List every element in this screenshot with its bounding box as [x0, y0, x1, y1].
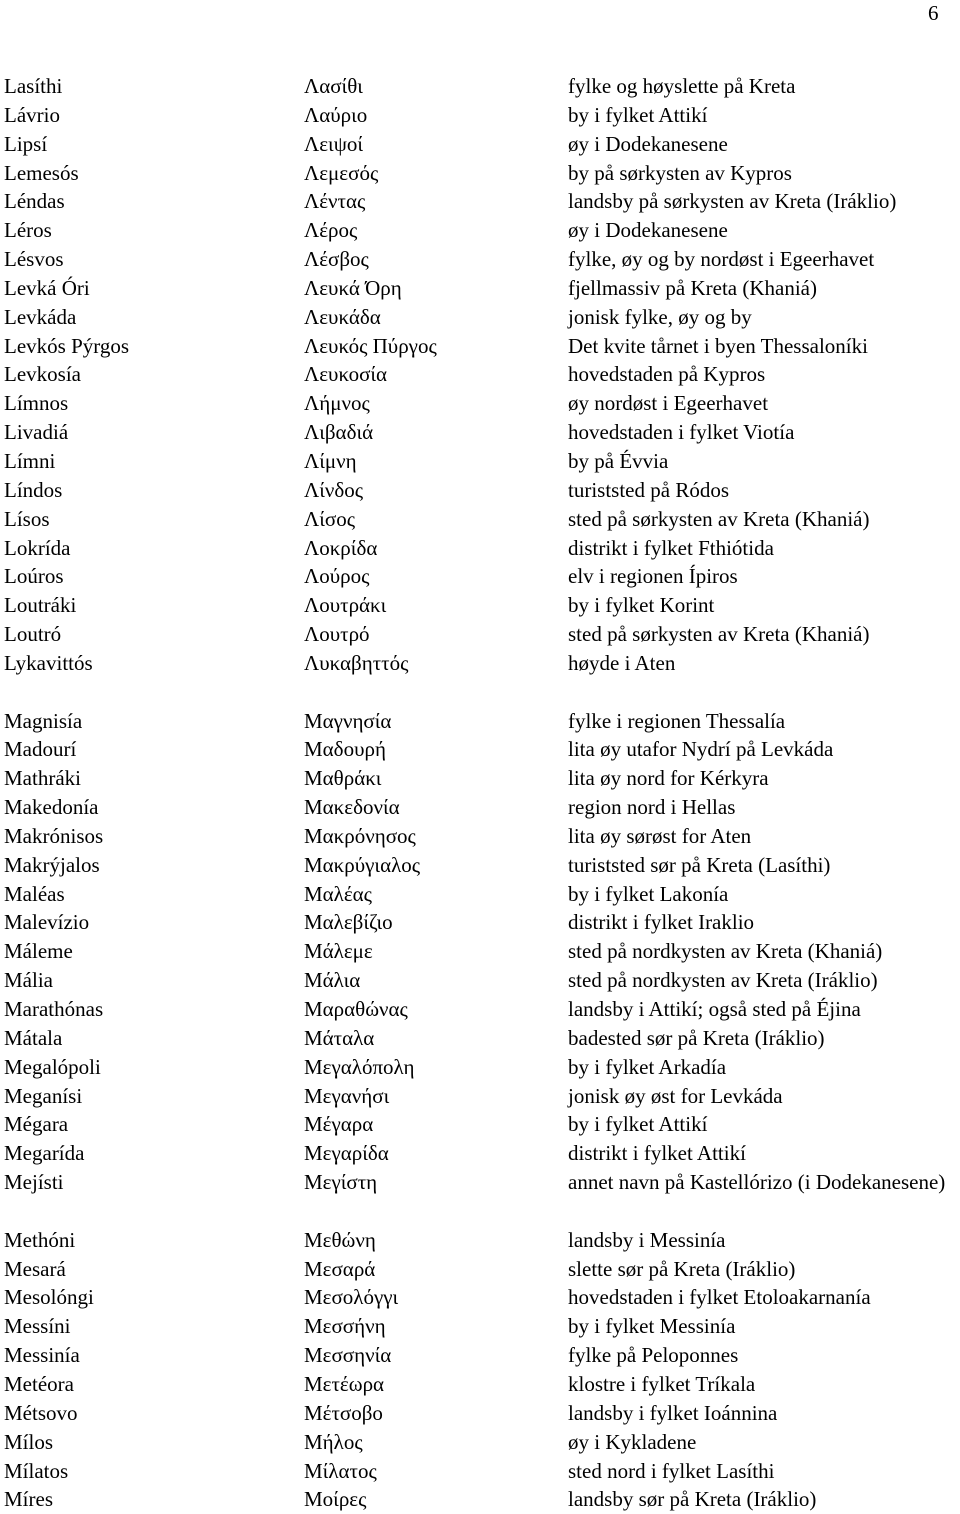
- latin-name: Marathónas: [4, 997, 104, 1021]
- description: fjellmassiv på Kreta (Khaniá): [568, 275, 817, 300]
- greek-name: Μάταλα: [304, 1025, 375, 1050]
- latin-name: Máleme: [4, 939, 73, 964]
- latin-name: Methóni: [4, 1227, 76, 1252]
- list-item: [4, 735, 960, 764]
- greek-name: Λέρος: [304, 218, 358, 243]
- greek-name: Μήλος: [304, 1429, 363, 1454]
- list-item: [4, 562, 960, 591]
- list-item: [4, 995, 960, 1024]
- list-item: [4, 1024, 960, 1053]
- latin-name: Maléas: [4, 881, 65, 906]
- description: landsby i fylket Ioánnina: [568, 1400, 778, 1425]
- description: klostre i fylket Tríkala: [568, 1371, 756, 1396]
- list-item: [4, 620, 960, 649]
- latin-name: Levkáda: [4, 304, 77, 329]
- description: jonisk fylke, øy og by: [568, 304, 752, 329]
- list-item: [4, 591, 960, 620]
- list-item: [4, 1341, 960, 1370]
- greek-name: Λιβαδιά: [304, 420, 374, 445]
- list-item: [4, 303, 960, 332]
- description: øy i Kykladene: [568, 1429, 697, 1454]
- latin-name: Levká Óri: [4, 275, 90, 300]
- greek-name: Λεμεσός: [304, 160, 379, 185]
- latin-name: Lésvos: [4, 247, 64, 272]
- greek-name: Μακρύγιαλος: [304, 852, 421, 877]
- greek-name: Λοκρίδα: [304, 535, 378, 560]
- latin-name: Líndos: [4, 477, 63, 502]
- list-item: [4, 1255, 960, 1284]
- description: distrikt i fylket Iraklio: [568, 910, 755, 935]
- list-item: [4, 1110, 960, 1139]
- latin-name: Messíni: [4, 1314, 71, 1339]
- description: fylke og høyslette på Kreta: [568, 74, 796, 98]
- description: fylke i regionen Thessalía: [568, 708, 786, 733]
- description: landsby i Messinía: [568, 1227, 726, 1252]
- description: badested sør på Kreta (Iráklio): [568, 1025, 825, 1050]
- description: sted på nordkysten av Kreta (Iráklio): [568, 968, 878, 993]
- description: Det kvite tårnet i byen Thessaloníki: [568, 333, 868, 358]
- description: by på Évvia: [568, 448, 669, 473]
- description: by på sørkysten av Kypros: [568, 160, 792, 185]
- greek-name: Μεγαρίδα: [304, 1141, 389, 1166]
- greek-name: Λευκά Όρη: [304, 275, 402, 300]
- latin-name: Loutráki: [4, 593, 77, 618]
- greek-name: Λυκαβηττός: [304, 650, 409, 675]
- list-item: [4, 72, 960, 101]
- latin-name: Metéora: [4, 1371, 74, 1396]
- list-item: [4, 534, 960, 563]
- greek-name: Λειψοί: [304, 131, 363, 156]
- list-item: [4, 1053, 960, 1082]
- list-item: [4, 1082, 960, 1111]
- description: by i fylket Arkadía: [568, 1054, 727, 1079]
- latin-name: Léros: [4, 218, 52, 243]
- list-item: [4, 1399, 960, 1428]
- description: landsby sør på Kreta (Iráklio): [568, 1487, 817, 1512]
- list-item: [4, 707, 960, 736]
- latin-name: Métsovo: [4, 1400, 78, 1425]
- greek-name: Μαραθώνας: [304, 997, 408, 1021]
- description: annet navn på Kastellórizo (i Dodekanesene): [568, 1170, 946, 1195]
- list-item: [4, 130, 960, 159]
- list-item: [4, 793, 960, 822]
- list-item: [4, 1168, 960, 1226]
- latin-name: Mégara: [4, 1112, 69, 1137]
- list-item: [4, 937, 960, 966]
- list-item: [4, 476, 960, 505]
- latin-name: Makrýjalos: [4, 852, 100, 877]
- greek-name: Μαγνησία: [304, 708, 392, 733]
- greek-name: Μακεδονία: [304, 795, 400, 820]
- list-item: [4, 1139, 960, 1168]
- list-item: [4, 908, 960, 937]
- greek-name: Λευκάδα: [304, 304, 381, 329]
- greek-name: Μεγαλόπολη: [304, 1054, 415, 1079]
- greek-name: Λίσος: [304, 506, 356, 531]
- description: lita øy sørøst for Aten: [568, 823, 752, 848]
- latin-name: Megalópoli: [4, 1054, 101, 1079]
- list-item: [4, 159, 960, 188]
- greek-name: Μεσσήνη: [304, 1314, 386, 1339]
- description: turiststed på Ródos: [568, 477, 729, 502]
- description: sted på sørkysten av Kreta (Khaniá): [568, 622, 870, 647]
- greek-name: Μίλατος: [304, 1458, 377, 1483]
- greek-name: Μεγίστη: [304, 1170, 378, 1195]
- list-item: [4, 505, 960, 534]
- greek-name: Λευκός Πύργος: [304, 333, 437, 358]
- list-item: [4, 649, 960, 678]
- place-name-list: [4, 72, 960, 1514]
- greek-name: Λουτράκι: [304, 593, 387, 618]
- list-item: [4, 822, 960, 851]
- list-item: [4, 1312, 960, 1341]
- latin-name: Lykavittós: [4, 650, 93, 675]
- latin-name: Mesolóngi: [4, 1285, 94, 1310]
- latin-name: Mejísti: [4, 1170, 64, 1195]
- description: fylke på Peloponnes: [568, 1343, 739, 1368]
- greek-name: Μαδουρή: [304, 737, 386, 762]
- description: lita øy utafor Nydrí på Levkáda: [568, 737, 834, 762]
- list-item: [4, 1485, 960, 1514]
- greek-name: Μακρόνησος: [304, 823, 416, 848]
- description: øy i Dodekanesene: [568, 131, 728, 156]
- description: høyde i Aten: [568, 650, 676, 675]
- description: jonisk øy øst for Levkáda: [568, 1083, 783, 1108]
- list-item: [4, 966, 960, 995]
- latin-name: Lasíthi: [4, 74, 63, 98]
- list-item: [4, 1370, 960, 1399]
- list-item: [4, 332, 960, 361]
- latin-name: Megarída: [4, 1141, 85, 1166]
- greek-name: Λουτρό: [304, 622, 370, 647]
- latin-name: Malevízio: [4, 910, 90, 935]
- list-item: [4, 880, 960, 909]
- greek-name: Μάλεμε: [304, 939, 373, 964]
- latin-name: Loutró: [4, 622, 62, 647]
- latin-name: Makrónisos: [4, 823, 104, 848]
- description: turiststed sør på Kreta (Lasíthi): [568, 852, 831, 877]
- list-item: [4, 418, 960, 447]
- greek-name: Λασίθι: [304, 74, 363, 98]
- greek-name: Μάλια: [304, 968, 361, 993]
- description: distrikt i fylket Fthiótida: [568, 535, 774, 560]
- list-item: [4, 1428, 960, 1457]
- latin-name: Límnos: [4, 391, 69, 416]
- latin-name: Mátala: [4, 1025, 63, 1050]
- description: hovedstaden på Kypros: [568, 362, 766, 387]
- greek-name: Μέγαρα: [304, 1112, 374, 1137]
- greek-name: Μοίρες: [304, 1487, 367, 1512]
- description: øy nordøst i Egeerhavet: [568, 391, 769, 416]
- latin-name: Livadiá: [4, 420, 69, 445]
- latin-name: Magnisía: [4, 708, 83, 733]
- latin-name: Lokrída: [4, 535, 71, 560]
- list-item: [4, 764, 960, 793]
- latin-name: Messinía: [4, 1343, 80, 1368]
- greek-name: Λαύριο: [304, 102, 368, 127]
- list-item: [4, 216, 960, 245]
- list-item: [4, 245, 960, 274]
- description: by i fylket Korint: [568, 593, 715, 618]
- list-item: [4, 1226, 960, 1255]
- latin-name: Mílatos: [4, 1458, 69, 1483]
- description: distrikt i fylket Attikí: [568, 1141, 746, 1166]
- latin-name: Meganísi: [4, 1083, 83, 1108]
- latin-name: Lemesós: [4, 160, 79, 185]
- greek-name: Μεθώνη: [304, 1227, 376, 1252]
- list-item: [4, 1283, 960, 1312]
- latin-name: Mesará: [4, 1256, 66, 1281]
- list-item: [4, 1457, 960, 1486]
- latin-name: Madourí: [4, 737, 77, 762]
- greek-name: Λίνδος: [304, 477, 364, 502]
- list-item: [4, 274, 960, 303]
- list-item: [4, 389, 960, 418]
- latin-name: Lávrio: [4, 102, 60, 127]
- description: lita øy nord for Kérkyra: [568, 766, 769, 791]
- latin-name: Loúros: [4, 564, 64, 589]
- list-item: [4, 360, 960, 389]
- latin-name: Mathráki: [4, 766, 81, 791]
- latin-name: Lipsí: [4, 131, 48, 156]
- latin-name: Léndas: [4, 189, 65, 214]
- group-separator: [4, 678, 960, 707]
- description: hovedstaden i fylket Etoloakarnanía: [568, 1285, 871, 1310]
- greek-name: Μαλέας: [304, 881, 372, 906]
- description: by i fylket Messinía: [568, 1314, 736, 1339]
- latin-name: Makedonía: [4, 795, 99, 820]
- description: region nord i Hellas: [568, 795, 736, 820]
- greek-name: Λευκοσία: [304, 362, 388, 387]
- description: sted på sørkysten av Kreta (Khaniá): [568, 506, 870, 531]
- description: sted på nordkysten av Kreta (Khaniá): [568, 939, 883, 964]
- latin-name: Límni: [4, 448, 56, 473]
- greek-name: Μαθράκι: [304, 766, 382, 791]
- greek-name: Μαλεβίζιο: [304, 910, 393, 935]
- greek-name: Λήμνος: [304, 391, 370, 416]
- latin-name: Levkosía: [4, 362, 81, 387]
- description: hovedstaden i fylket Viotía: [568, 420, 795, 445]
- greek-name: Λούρος: [304, 564, 370, 589]
- greek-name: Μέτσοβο: [304, 1400, 383, 1425]
- description: elv i regionen Ípiros: [568, 564, 738, 589]
- description: landsby i Attikí; også sted på Éjina: [568, 997, 861, 1021]
- greek-name: Λίμνη: [304, 448, 357, 473]
- latin-name: Lísos: [4, 506, 50, 531]
- description: landsby på sørkysten av Kreta (Iráklio): [568, 189, 897, 214]
- list-item: [4, 187, 960, 216]
- page-number: 6: [928, 1, 939, 25]
- list-item: [4, 101, 960, 130]
- list-item: [4, 447, 960, 476]
- list-item: [4, 851, 960, 880]
- description: slette sør på Kreta (Iráklio): [568, 1256, 796, 1281]
- description: fylke, øy og by nordøst i Egeerhavet: [568, 247, 875, 272]
- description: by i fylket Lakonía: [568, 881, 729, 906]
- greek-name: Λέσβος: [304, 247, 369, 272]
- greek-name: Μετέωρα: [304, 1371, 385, 1396]
- latin-name: Mália: [4, 968, 53, 993]
- latin-name: Levkós Pýrgos: [4, 333, 130, 358]
- description: by i fylket Attikí: [568, 1112, 708, 1137]
- latin-name: Míres: [4, 1487, 53, 1512]
- greek-name: Μεσαρά: [304, 1256, 376, 1281]
- description: sted nord i fylket Lasíthi: [568, 1458, 775, 1483]
- greek-name: Μεσσηνία: [304, 1343, 392, 1368]
- greek-name: Μεσολόγγι: [304, 1285, 399, 1310]
- latin-name: Mílos: [4, 1429, 54, 1454]
- description: by i fylket Attikí: [568, 102, 708, 127]
- greek-name: Λέντας: [304, 189, 366, 214]
- description: øy i Dodekanesene: [568, 218, 728, 243]
- greek-name: Μεγανήσι: [304, 1083, 390, 1108]
